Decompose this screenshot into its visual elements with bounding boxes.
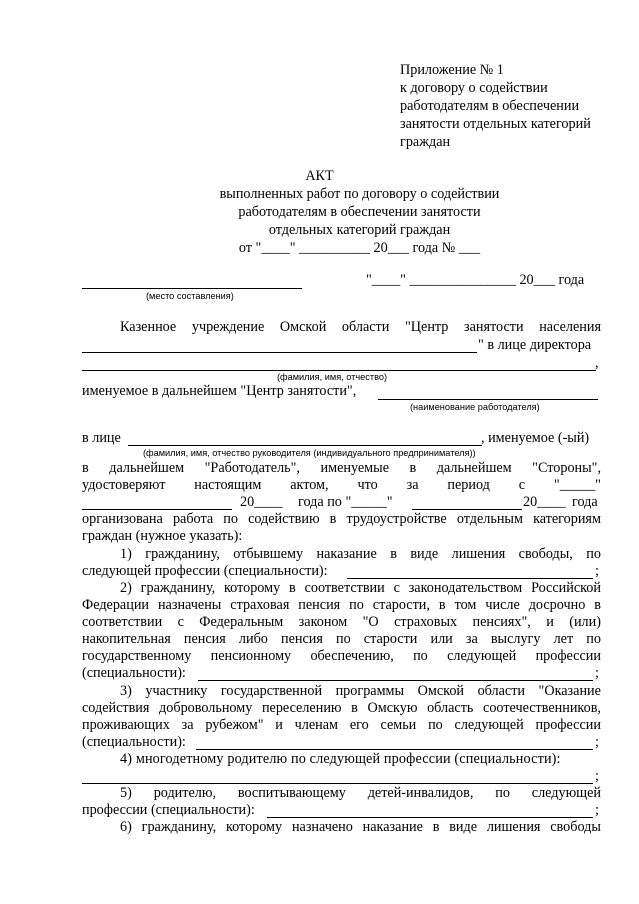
list-item: 1) гражданину, отбывшему наказание в виде лишения свободы, по (120, 546, 601, 562)
profession-field-1[interactable] (347, 578, 593, 579)
act-title: АКТ (305, 168, 334, 184)
list-item: 6) гражданину, которому назначено наказание в виде лишения свободы (120, 819, 601, 835)
body-text: ; (595, 768, 599, 784)
period-start-field[interactable] (82, 509, 232, 510)
director-name-field[interactable] (82, 370, 596, 371)
body-line: организована работа по содействию в трудоустройстве отдельным категориям (82, 511, 601, 527)
body-line: накопительная пенсия либо пенсия по старости или за выслугу лет по (82, 631, 601, 647)
list-item: 3) участнику государственной программы Омской области "Оказание (120, 683, 601, 699)
appendix-line: граждан (400, 134, 451, 150)
body-text: (специальности): (82, 665, 186, 681)
head-name-field[interactable] (128, 445, 482, 446)
appendix-line: работодателям в обеспечении (400, 98, 580, 114)
act-subtitle: отдельных категорий граждан (268, 222, 451, 238)
body-text: , (595, 355, 599, 371)
place-date: "____" _______________ 20___ года (366, 272, 585, 288)
employer-name-field[interactable] (378, 399, 598, 400)
body-text: 20____ (523, 494, 566, 510)
body-line: государственному пенсионному обеспечению, по следующей профессии (82, 648, 601, 664)
body-text: в лице (82, 430, 121, 446)
body-text: профессии (специальности): (82, 802, 255, 818)
appendix-number: Приложение № 1 (400, 62, 504, 78)
body-text: 20____ (240, 494, 283, 510)
body-text: ; (595, 563, 599, 579)
body-line: Федерации назначены страховая пенсия по старости, в том числе досрочно в (82, 597, 601, 613)
head-caption: (фамилия, имя, отчество руководителя (индивидуального предпринимателя)) (143, 448, 476, 458)
profession-field-3[interactable] (196, 749, 593, 750)
list-item: 4) многодетному родителю по следующей профессии (специальности): (120, 751, 561, 767)
body-text: следующей профессии (специальности): (82, 563, 328, 579)
list-item: 5) родителю, воспитывающему детей-инвалидов, по следующей (120, 785, 601, 801)
body-text: ; (595, 802, 599, 818)
body-text: , именуемое (-ый) (481, 430, 590, 446)
body-text: ; (595, 734, 599, 750)
body-text: именуемое в дальнейшем "Центр занятости", (82, 383, 357, 399)
profession-field-4[interactable] (82, 783, 593, 784)
body-line: в дальнейшем "Работодатель", именуемые в дальнейшем "Стороны", (82, 460, 601, 476)
appendix-line: к договору о содействии (400, 80, 548, 96)
body-text: года по "_____" (298, 494, 393, 510)
body-line: соответствии с Федеральным законом "О страховых пенсиях", и (или) (82, 614, 601, 630)
body-text: (специальности): (82, 734, 186, 750)
body-line: проживающих за рубежом" и членам его семьи по следующей профессии (82, 717, 601, 733)
body-text: года (572, 494, 598, 510)
act-date-number: от "____" __________ 20___ года № ___ (238, 240, 481, 256)
body-line: удостоверяют настоящим актом, что за период с "_____" (82, 477, 601, 493)
act-subtitle: выполненных работ по договору о содействии (219, 186, 500, 202)
employer-caption: (наименование работодателя) (410, 402, 540, 412)
period-end-field[interactable] (412, 509, 522, 510)
fio-caption: (фамилия, имя, отчество) (277, 372, 388, 382)
profession-field-2[interactable] (198, 680, 593, 681)
body-text: граждан (нужное указать): (82, 528, 243, 544)
profession-field-5[interactable] (267, 817, 593, 818)
act-subtitle: работодателям в обеспечении занятости (238, 204, 481, 220)
center-name-field[interactable] (82, 352, 477, 353)
body-line: Казенное учреждение Омской области "Центр занятости населения (120, 319, 601, 335)
body-line: содействия добровольному переселению в Омскую область соотечественников, (82, 700, 601, 716)
list-item: 2) гражданину, которому в соответствии с законодательством Российской (120, 580, 601, 596)
appendix-line: занятости отдельных категорий (400, 116, 591, 132)
body-text: ; (595, 665, 599, 681)
place-field[interactable] (82, 288, 302, 289)
body-text: " в лице директора (478, 337, 592, 353)
place-caption: (место составления) (146, 291, 234, 301)
